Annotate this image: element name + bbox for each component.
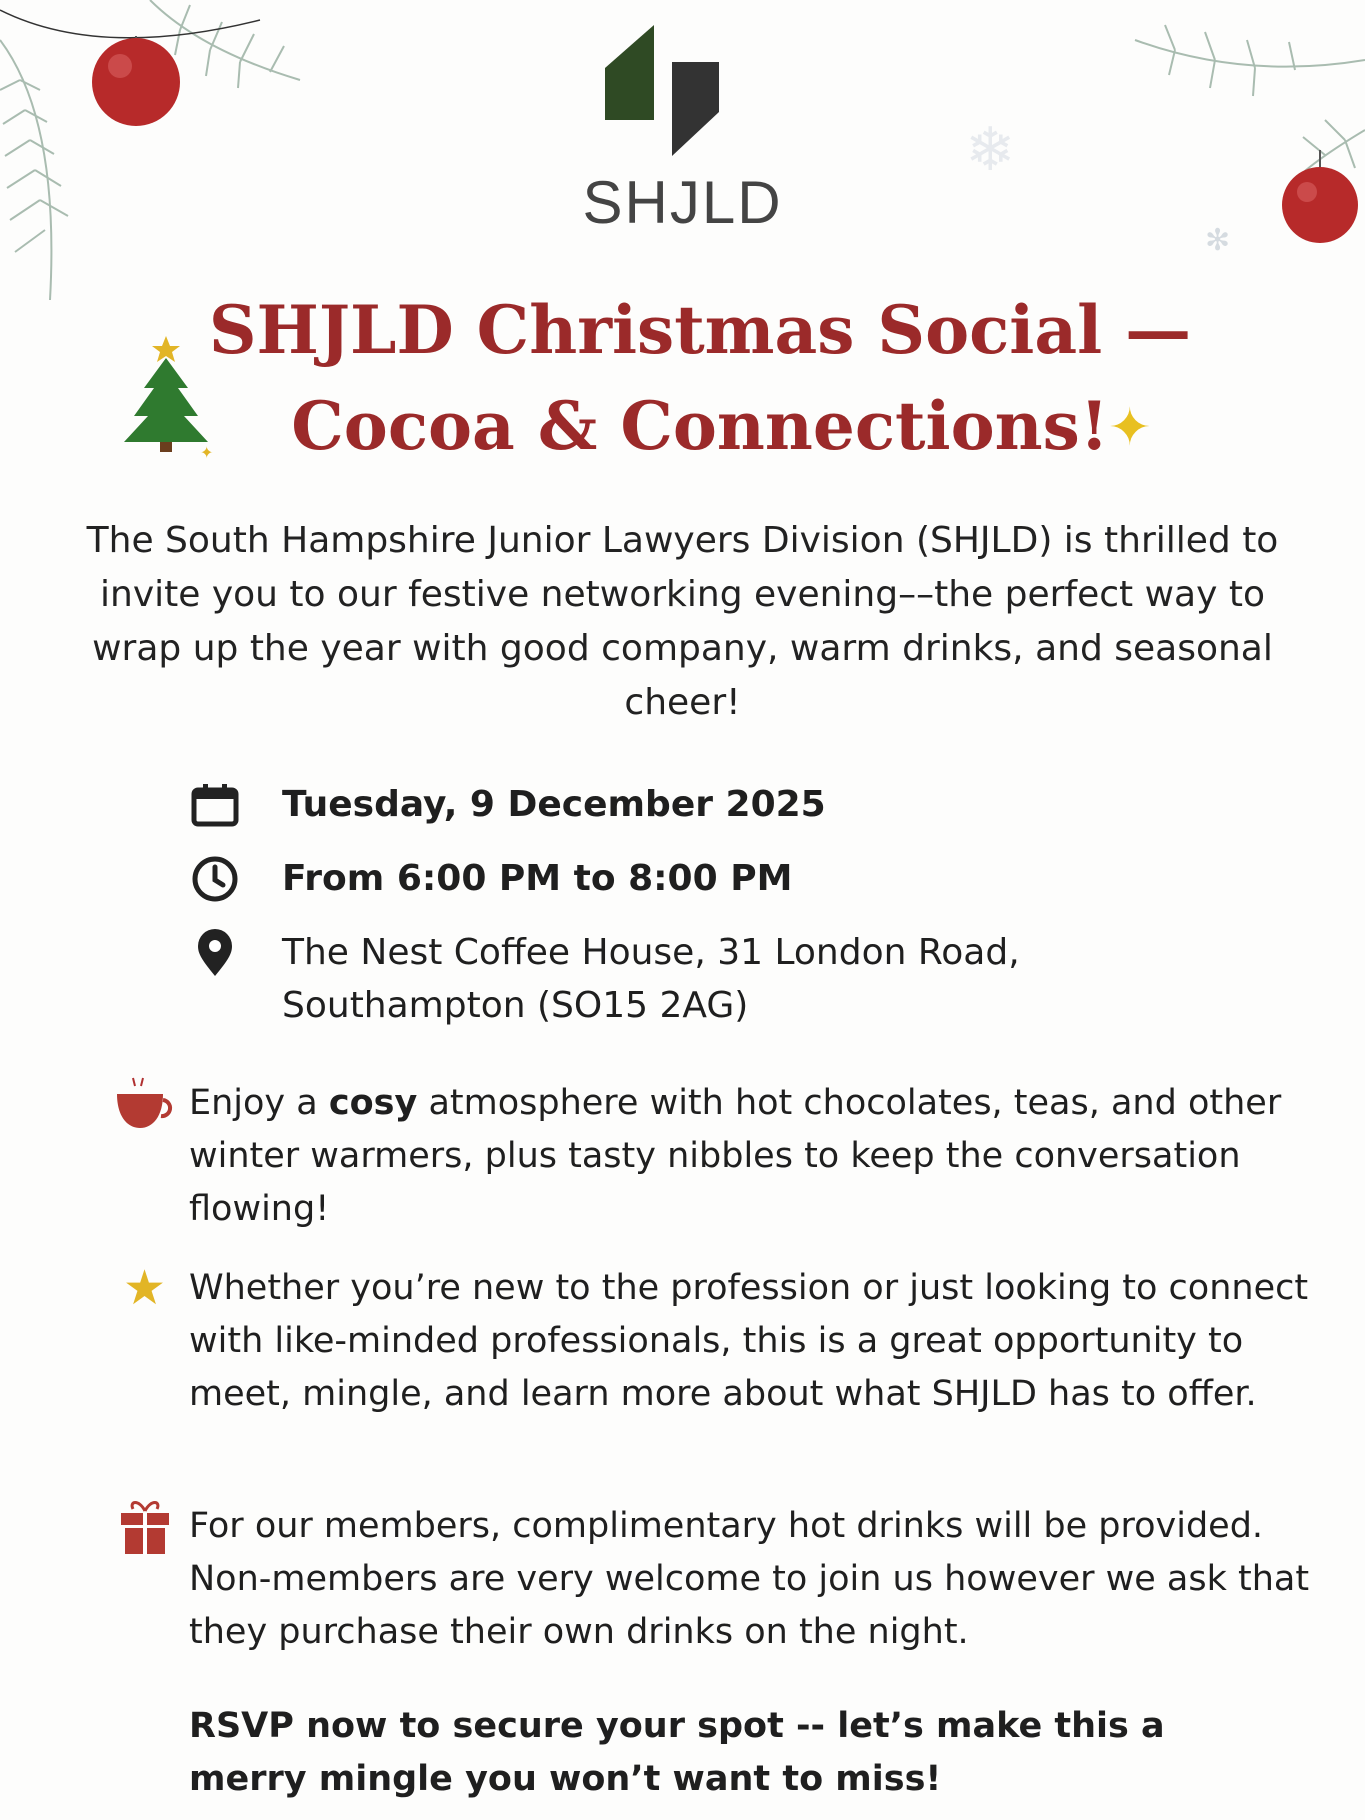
- event-date-text: Tuesday, 9 December 2025: [282, 784, 826, 825]
- bullet-3-text: For our members, complimentary hot drinks will be provided. Non-members are very welcome to join us however we ask that they purchase their own drinks on the night.: [189, 1506, 1310, 1652]
- bullet-2-text: Whether you’re new to the profession or just looking to connect with like-minded professionals, this is a great opportunity to meet, mingle, and learn more about what SHJLD has to offer.: [189, 1268, 1309, 1414]
- title-line-2: Cocoa & Connections!: [291, 387, 1109, 465]
- event-time: [190, 852, 1350, 905]
- svg-text:❄: ❄: [965, 115, 1016, 185]
- title-line-1: SHJLD Christmas Social —: [208, 291, 1192, 369]
- event-location-text: The Nest Coffee House, 31 London Road, Southampton (SO15 2AG): [282, 932, 1020, 1026]
- intro-paragraph: The South Hampshire Junior Lawyers Division (SHJLD) is thrilled to invite you to our festive networking evening––the perfect way to wrap up the year with good company, warm drinks, and seasonal cheer!: [86, 520, 1279, 723]
- bullet-1-text-a: Enjoy a: [189, 1083, 329, 1123]
- svg-text:✻: ✻: [1205, 223, 1231, 258]
- rsvp-call-to-action: RSVP now to secure your spot -- let’s make this a merry mingle you won’t want to miss!: [189, 1706, 1165, 1799]
- bullet-networking: [100, 1262, 1320, 1421]
- bullet-1-bold: cosy: [328, 1083, 418, 1123]
- event-location: [190, 926, 1250, 1032]
- event-time-text: From 6:00 PM to 8:00 PM: [282, 858, 793, 899]
- clock-icon: [190, 852, 250, 905]
- star-icon: ★: [122, 1260, 167, 1316]
- calendar-icon: [190, 778, 250, 831]
- bullet-atmosphere: [100, 1077, 1320, 1236]
- coffee-cup-icon: [100, 1077, 189, 1130]
- location-pin-icon: [190, 926, 250, 979]
- bullet-1-text-b: atmosphere with hot chocolates, teas, and other winter warmers, plus tasty nibbles to keep the conversation flowing!: [189, 1083, 1282, 1229]
- gift-icon: [100, 1500, 189, 1553]
- sparkle-icon: ✦: [1108, 398, 1152, 458]
- pine-branch-left-decoration: [0, 0, 320, 320]
- svg-text:✦: ✦: [200, 443, 214, 460]
- event-title: [150, 282, 1250, 474]
- bullet-drinks: [100, 1500, 1320, 1659]
- shjld-logo-mark: [600, 20, 730, 160]
- pine-branch-right-decoration: [845, 0, 1365, 330]
- event-date: [190, 778, 1350, 831]
- logo-wordmark: SHJLD: [582, 169, 783, 236]
